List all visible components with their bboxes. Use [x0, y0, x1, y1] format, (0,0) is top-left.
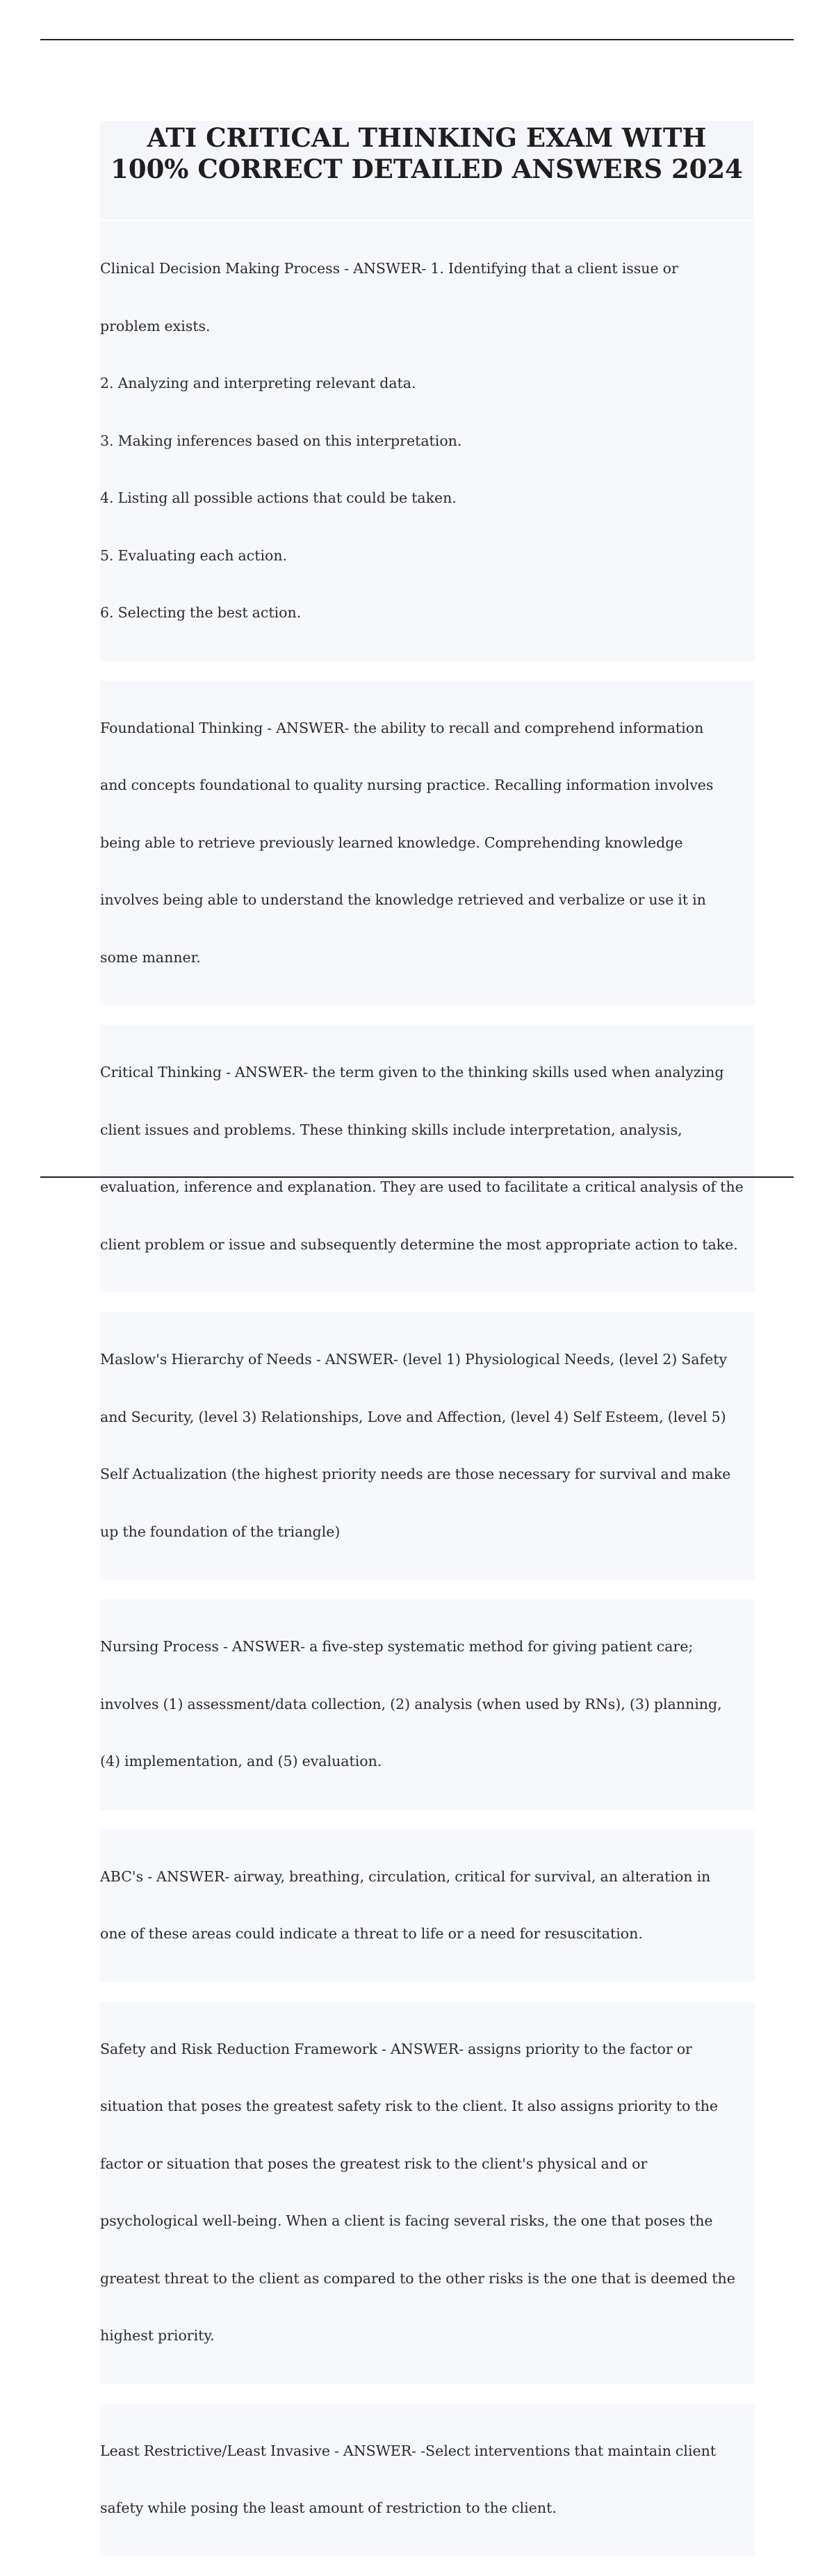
- qa-entry-nursing-process: [100, 1599, 755, 1810]
- entry-line: Self Actualization (the highest priority needs are those necessary for survival and make: [100, 1466, 731, 1482]
- title-banner: [100, 121, 753, 220]
- entry-line: and concepts foundational to quality nursing practice. Recalling information involves: [100, 777, 714, 793]
- qa-entry-abcs: [100, 1829, 755, 1982]
- page-title: [100, 121, 753, 185]
- entry-line: one of these areas could indicate a threat to life or a need for resuscitation.: [100, 1925, 643, 1942]
- title-line: ATI CRITICAL THINKING EXAM WITH: [147, 122, 707, 153]
- entry-line: (4) implementation, and (5) evaluation.: [100, 1753, 382, 1769]
- entry-line: Safety and Risk Reduction Framework - ANSWER- assigns priority to the factor or: [100, 2040, 692, 2057]
- entry-line: being able to retrieve previously learned knowledge. Comprehending knowledge: [100, 834, 683, 851]
- entry-line: factor or situation that poses the greatest risk to the client's physical and or: [100, 2155, 648, 2172]
- title-line: 100% CORRECT DETAILED ANSWERS 2024: [111, 154, 743, 184]
- entry-line: some manner.: [100, 948, 201, 966]
- entry-line: 2. Analyzing and interpreting relevant data.: [100, 375, 416, 391]
- qa-content: [100, 221, 755, 2576]
- entry-line: involves being able to understand the knowledge retrieved and verbalize or use it in: [100, 891, 706, 908]
- entry-line: Nursing Process - ANSWER- a five-step systematic method for giving patient care;: [100, 1638, 694, 1655]
- entry-line: client problem or issue and subsequently determine the most appropriate action to take.: [100, 1236, 738, 1253]
- entry-line: Least Restrictive/Least Invasive - ANSWER- -Select interventions that maintain client: [100, 2442, 717, 2459]
- entry-line: 6. Selecting the best action.: [100, 604, 302, 621]
- qa-entry-maslow-hierarchy: [100, 1312, 755, 1580]
- qa-entry-critical-thinking: [100, 1025, 755, 1293]
- qa-entry-clinical-decision-making: [100, 221, 755, 661]
- entry-line: safety while posing the least amount of restriction to the client.: [100, 2500, 557, 2516]
- entry-line: involves (1) assessment/data collection, (2) analysis (when used by RNs), (3) planning,: [100, 1695, 722, 1712]
- qa-entry-foundational-thinking: [100, 681, 755, 1006]
- bottom-divider: [40, 1176, 794, 1178]
- qa-entry-least-restrictive: [100, 2404, 755, 2557]
- entry-line: Clinical Decision Making Process - ANSWER- 1. Identifying that a client issue or: [100, 260, 678, 277]
- entry-line: 3. Making inferences based on this interpretation.: [100, 432, 462, 449]
- entry-line: up the foundation of the triangle): [100, 1523, 341, 1540]
- entry-line: greatest threat to the client as compared to the other risks is the one that is deemed the: [100, 2269, 735, 2287]
- entry-line: problem exists.: [100, 317, 211, 334]
- entry-line: situation that poses the greatest safety risk to the client. It also assigns priority to the: [100, 2098, 719, 2114]
- entry-line: psychological well-being. When a client is facing several risks, the one that poses the: [100, 2212, 713, 2229]
- entry-line: Critical Thinking - ANSWER- the term given to the thinking skills used when analyzing: [100, 1064, 724, 1080]
- entry-line: 4. Listing all possible actions that could be taken.: [100, 489, 457, 506]
- entry-line: Foundational Thinking - ANSWER- the ability to recall and comprehend information: [100, 719, 704, 736]
- entry-line: highest priority.: [100, 2327, 215, 2344]
- entry-line: evaluation, inference and explanation. They are used to facilitate a critical analysis of the: [100, 1178, 744, 1195]
- entry-line: 5. Evaluating each action.: [100, 546, 288, 564]
- top-divider: [40, 39, 794, 40]
- entry-line: Maslow's Hierarchy of Needs - ANSWER- (level 1) Physiological Needs, (level 2) Safety: [100, 1351, 728, 1368]
- qa-entry-safety-risk-reduction: [100, 2002, 755, 2384]
- entry-line: and Security, (level 3) Relationships, Love and Affection, (level 4) Self Esteem, (level 5): [100, 1408, 726, 1425]
- entry-line: client issues and problems. These thinking skills include interpretation, analysis,: [100, 1121, 682, 1138]
- entry-line: ABC's - ANSWER- airway, breathing, circulation, critical for survival, an alteration in: [100, 1868, 711, 1885]
